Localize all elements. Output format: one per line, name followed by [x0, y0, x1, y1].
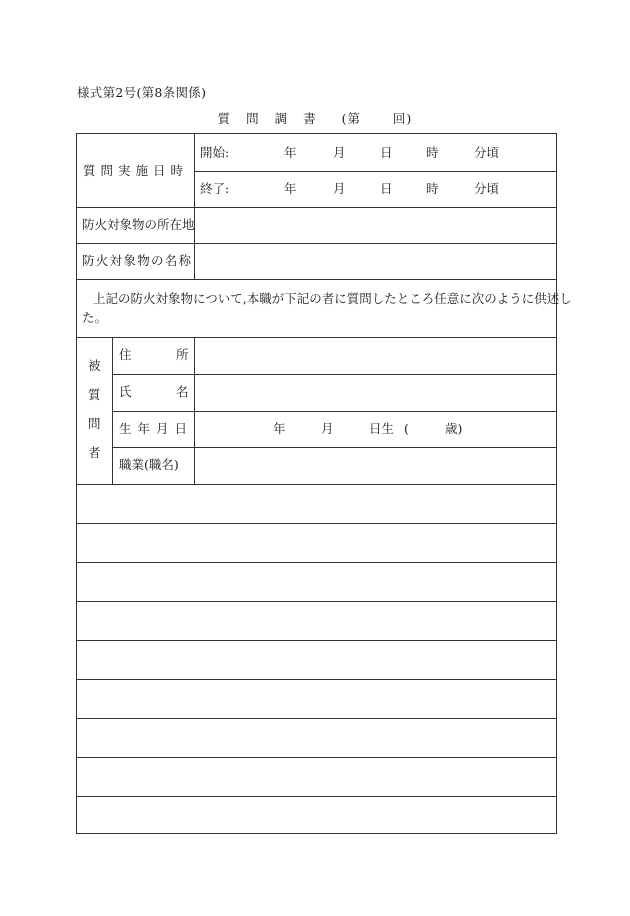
form-number-label: 様式第2号(第8条関係) — [77, 85, 207, 100]
address-label-1: 住 — [119, 347, 132, 362]
name-label-2: 名 — [176, 384, 189, 399]
start-hour: 時 — [426, 145, 439, 160]
start-minute: 分頃 — [474, 145, 500, 160]
respondent-label-char-1: 被 — [88, 358, 101, 373]
start-year: 年 — [284, 145, 297, 160]
end-minute: 分頃 — [474, 181, 500, 196]
end-day: 日 — [380, 181, 393, 196]
birth-month: 月 — [321, 421, 334, 436]
end-prefix: 終了: — [200, 181, 230, 196]
end-month: 月 — [333, 181, 346, 196]
birth-year: 年 — [273, 421, 286, 436]
respondent-label-char-2: 質 — [88, 387, 101, 402]
statement-line-1: 上記の防火対象物について,本職が下記の者に質問したところ任意に次のように供述し — [93, 291, 572, 306]
end-hour: 時 — [426, 181, 439, 196]
age-close: 歳) — [445, 421, 463, 436]
title-text: 質 問 調 書 — [217, 111, 322, 126]
start-month: 月 — [333, 145, 346, 160]
title-round-open: (第 — [341, 111, 361, 126]
occupation-label: 職業(職名) — [119, 457, 179, 472]
title-round-close: 回) — [392, 111, 413, 126]
property-location-label: 防火対象物の所在地 — [82, 217, 195, 232]
age-open: ( — [404, 421, 409, 436]
address-label-2: 所 — [176, 347, 189, 362]
respondent-label-char-4: 者 — [88, 445, 101, 460]
name-label-1: 氏 — [119, 384, 132, 399]
respondent-label-char-3: 問 — [88, 416, 101, 431]
inquiry-datetime-label: 質問実施日時 — [83, 163, 189, 178]
start-day: 日 — [380, 145, 393, 160]
start-prefix: 開始: — [200, 145, 230, 160]
property-name-label: 防火対象物の名称 — [82, 253, 193, 268]
birthdate-label: 生年月日 — [119, 421, 194, 436]
end-year: 年 — [284, 181, 297, 196]
document-title — [0, 109, 630, 127]
statement-line-2: た。 — [82, 310, 108, 325]
birth-day: 日生 — [369, 421, 395, 436]
inquiry-form-table — [76, 133, 572, 834]
